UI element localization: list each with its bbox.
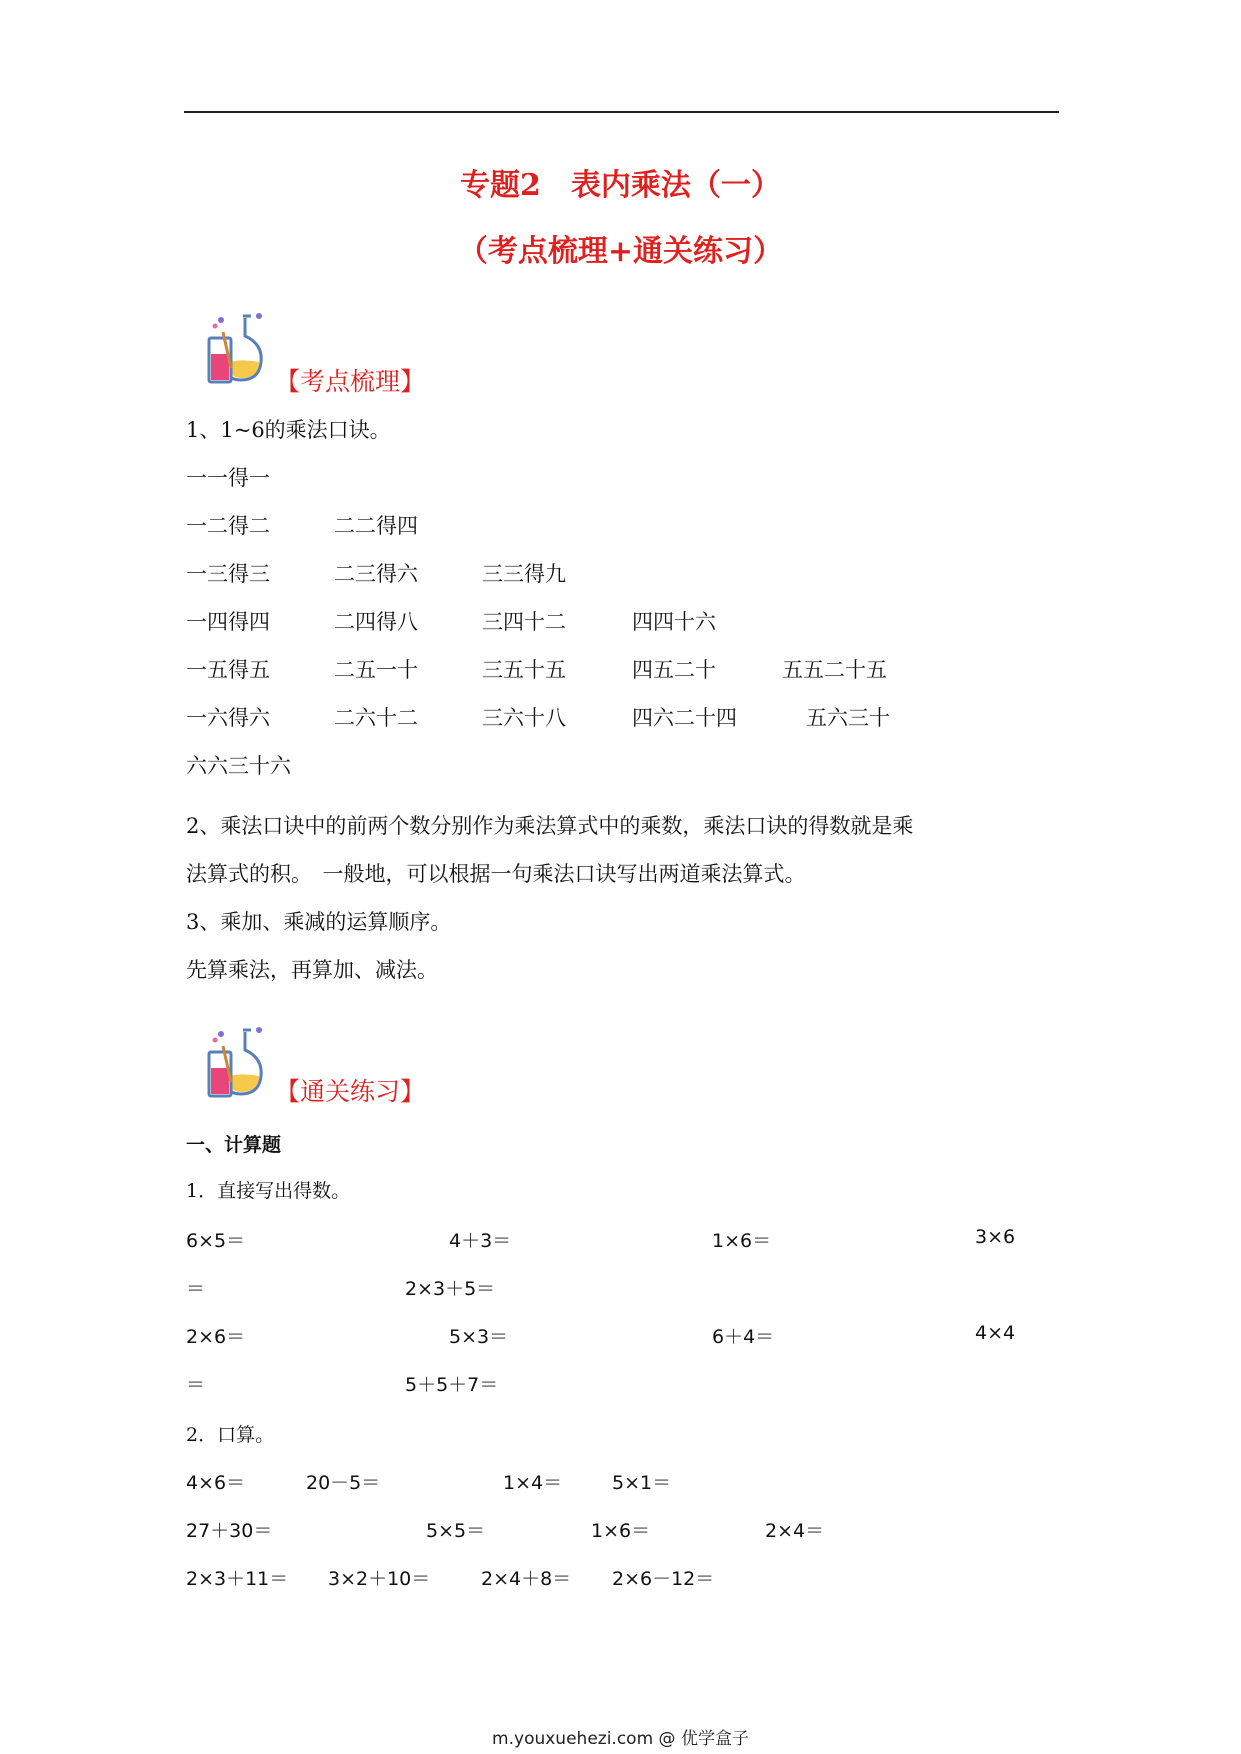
problem-item: 4×4 [975,1322,1016,1344]
problem-item: 20－5＝ [306,1472,381,1494]
review-point-2-line1: 2、乘法口诀中的前两个数分别作为乘法算式中的乘数，乘法口诀的得数就是乘 [186,814,914,838]
table-cell: 二三得六 [334,562,418,586]
flask-icon [205,1022,269,1102]
problem-item: 1×6＝ [712,1230,772,1252]
problem-item: 1×4＝ [503,1472,563,1494]
problem-item: ＝ [186,1278,206,1300]
table-cell: 六六三十六 [186,754,291,778]
table-cell: 一四得四 [186,610,270,634]
problem-item: 3×2＋10＝ [328,1568,431,1590]
practice-heading: 一、计算题 [186,1134,282,1156]
table-cell: 三三得九 [482,562,566,586]
problem-item: 2×6－12＝ [612,1568,715,1590]
table-cell: 二四得八 [334,610,418,634]
problem-item: 2×4＝ [765,1520,825,1542]
page-subtitle: （考点梳理+通关练习） [457,234,784,269]
table-cell: 五五二十五 [782,658,887,682]
table-cell: 一六得六 [186,706,270,730]
question-1-label: 1．直接写出得数。 [186,1180,351,1202]
problem-item: 2×3＋5＝ [405,1278,496,1300]
problem-item: 5×3＝ [449,1326,509,1348]
problem-item: 4＋3＝ [449,1230,512,1252]
header-rule [184,111,1059,113]
question-2-label: 2．口算。 [186,1424,275,1446]
table-cell: 三五十五 [482,658,566,682]
problem-item: 2×3＋11＝ [186,1568,289,1590]
problem-item: 4×6＝ [186,1472,246,1494]
problem-item: ＝ [186,1374,206,1396]
review-point-1: 1、1~6的乘法口诀。 [186,418,391,442]
problem-item: 5＋5＋7＝ [405,1374,499,1396]
problem-item: 6×5＝ [186,1230,246,1252]
problem-item: 27＋30＝ [186,1520,273,1542]
table-cell: 二六十二 [334,706,418,730]
flask-icon [205,308,269,388]
review-point-3-detail: 先算乘法，再算加、减法。 [186,958,438,982]
footer-watermark: m.youxuehezi.com @ 优学盒子 [492,1729,749,1749]
problem-item: 2×4＋8＝ [481,1568,572,1590]
table-cell: 四五二十 [632,658,716,682]
table-cell: 一一得一 [186,466,270,490]
section-review-label: 【考点梳理】 [275,367,426,396]
table-row-7 [186,750,291,780]
problem-item: 5×5＝ [426,1520,486,1542]
table-cell: 二五一十 [334,658,418,682]
problem-item: 5×1＝ [612,1472,672,1494]
table-cell: 三六十八 [482,706,566,730]
review-point-3: 3、乘加、乘减的运算顺序。 [186,910,452,934]
section-practice-label: 【通关练习】 [275,1077,426,1106]
table-cell: 三四十二 [482,610,566,634]
table-row-1 [186,462,270,492]
problem-item: 1×6＝ [591,1520,651,1542]
table-cell: 一三得三 [186,562,270,586]
problem-item: 2×6＝ [186,1326,246,1348]
problem-item: 3×6 [975,1226,1016,1248]
review-point-2-line2: 法算式的积。 一般地，可以根据一句乘法口诀写出两道乘法算式。 [186,862,806,886]
page-title: 专题2 表内乘法（一） [460,168,781,203]
table-cell: 二二得四 [334,514,418,538]
table-cell: 四四十六 [632,610,716,634]
problem-item: 6＋4＝ [712,1326,775,1348]
table-cell: 一五得五 [186,658,270,682]
table-cell: 一二得二 [186,514,270,538]
table-cell: 五六三十 [806,706,890,730]
table-cell: 四六二十四 [632,706,737,730]
